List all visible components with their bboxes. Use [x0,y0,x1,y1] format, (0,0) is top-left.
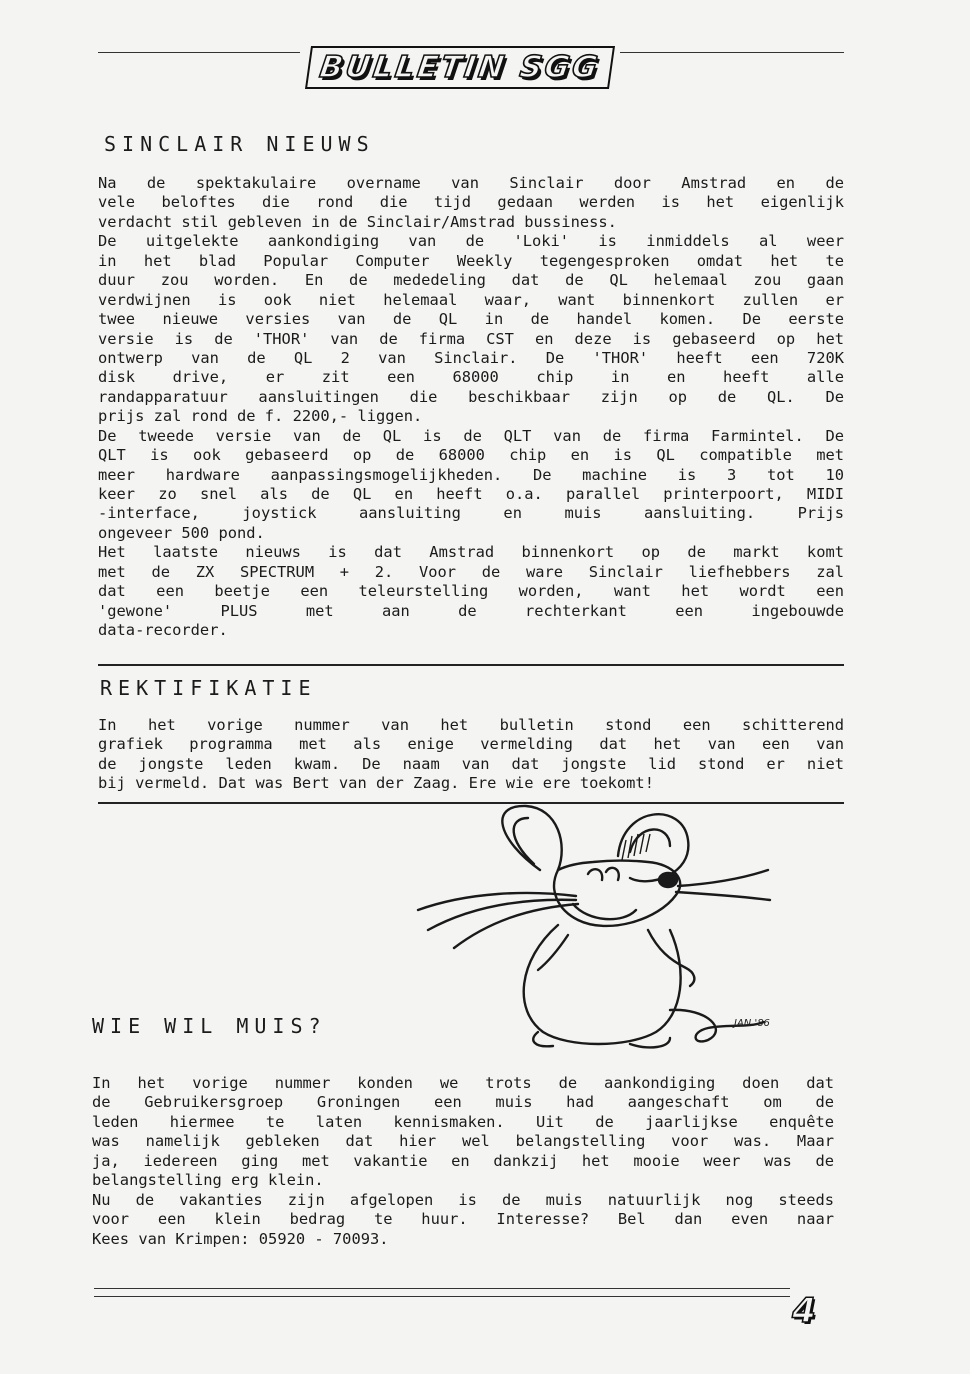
text-line: voor een klein bedrag te huur. Interesse? Bel dan even naar [92,1210,834,1229]
text-line: disk drive, er zit een 68000 chip in en heeft alle [98,368,844,387]
text-line: was namelijk gebleken dat hier wel belangstelling voor was. Maar [92,1132,834,1151]
text-line: duur zou worden. En de mededeling dat de QL helemaal zou gaan [98,271,844,290]
mouse-cartoon-illustration [408,800,788,1050]
sinclair-heading: SINCLAIR NIEUWS [104,132,375,156]
text-line: ongeveer 500 pond. [98,523,265,542]
text-line: randapparatuur aansluitingen die beschikbaar zijn op de QL. De [98,387,844,406]
text-line: ja, iedereen ging met vakantie en dankzij het mooie weer was de [92,1151,834,1170]
section-divider [98,664,844,666]
rektifikatie-heading: REKTIFIKATIE [100,676,317,700]
text-line: De tweede versie van de QL is de QLT van de firma Farmintel. De [98,426,844,445]
text-line: 'gewone' PLUS met aan de rechterkant een ingebouwde [98,601,844,620]
text-line: belangstelling erg klein. [92,1171,324,1190]
text-line: In het vorige nummer konden we trots de aankondiging doen dat [92,1074,834,1092]
text-line: versie is de 'THOR' van de firma CST en deze is gebaseerd op het [98,329,844,348]
text-line: -interface, joystick aansluiting en muis aansluiting. Prijs [98,504,844,523]
text-line: met de ZX SPECTRUM + 2. Voor de ware Sinclair liefhebbers zal [98,562,844,581]
sinclair-article [98,174,844,641]
text-line: in het blad Popular Computer Weekly tegengesproken omdat het te [98,251,844,270]
text-line: De uitgelekte aankondiging van de 'Loki' is inmiddels al weer [98,232,844,251]
text-line: ontwerp van de QL 2 van Sinclair. De 'THOR' heeft een 720K [98,348,844,367]
text-line: vele beloftes die rond die tijd gedaan werden is het eigenlijk [98,193,844,212]
rektifikatie-article [98,716,844,794]
text-line: keer zo snel als de QL en heeft o.a. parallel printerpoort, MIDI [98,485,844,503]
text-line: dat een beetje een teleurstelling worden, want het wordt een [98,582,844,601]
text-line: bij vermeld. Dat was Bert van der Zaag. Ere wie ere toekomt! [98,774,654,793]
text-line: leden hiermee te laten kennismaken. Uit de jaarlijkse enquête [92,1112,834,1131]
text-line: QLT is ook gebaseerd op de 68000 chip en is QL compatible met [98,446,844,465]
footer-rule [94,1288,804,1289]
footer-rule [94,1296,804,1297]
text-line: verdacht stil gebleven in de Sinclair/Amstrad bussiness. [98,212,617,231]
text-line: de jongste leden kwam. De naam van dat jongste lid stond er niet [98,754,844,773]
masthead [300,42,620,92]
muis-heading: WIE WIL MUIS? [92,1014,327,1038]
text-line: prijs zal rond de f. 2200,- liggen. [98,407,423,426]
cartoon-signature: JAN '86 [734,1018,770,1029]
text-line: Kees van Krimpen: 05920 - 70093. [92,1229,389,1248]
text-line: data-recorder. [98,621,228,640]
text-line: de Gebruikersgroep Groningen een muis had aangeschaft om de [92,1093,834,1112]
text-line: Na de spektakulaire overname van Sinclair door Amstrad en de [98,174,844,192]
text-line: meer hardware aanpassingsmogelijkheden. De machine is 3 tot 10 [98,465,844,484]
text-line: twee nieuwe versies van de QL in de handel komen. De eerste [98,310,844,329]
masthead-title: BULLETIN SGG [305,46,615,89]
muis-article [92,1074,834,1249]
text-line: grafiek programma met als enige vermelding dat het van een van [98,735,844,754]
text-line: Nu de vakanties zijn afgelopen is de muis natuurlijk nog steeds [92,1190,834,1209]
text-line: Het laatste nieuws is dat Amstrad binnenkort op de markt komt [98,543,844,562]
text-line: In het vorige nummer van het bulletin stond een schitterend [98,716,844,734]
text-line: verdwijnen is ook niet helemaal waar, want binnenkort zullen er [98,290,844,309]
page-number: 4 [790,1288,818,1334]
